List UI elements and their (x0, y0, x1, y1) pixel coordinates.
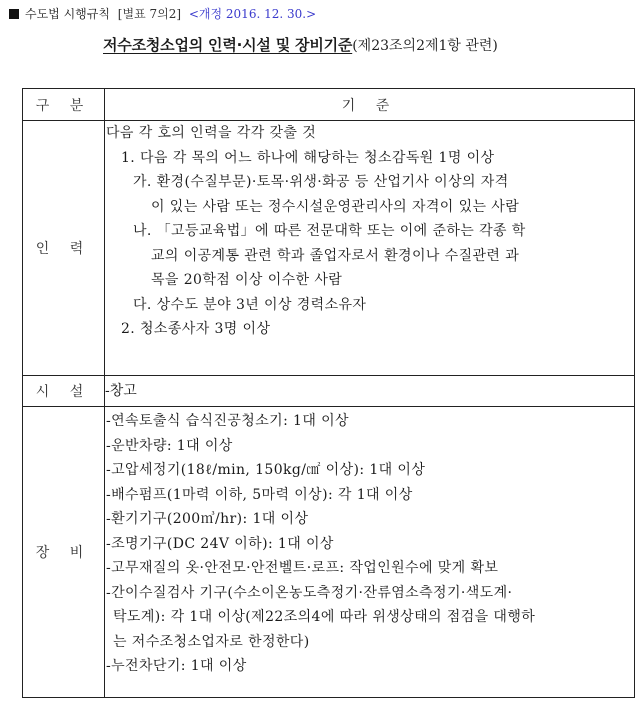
facilities-criteria: -창고 (105, 376, 635, 407)
equipment-item-cont: 는 저수조청소업자로 한정한다) (113, 633, 310, 650)
equipment-item-cont: 탁도계): 각 1대 이상(제22조의4에 따라 위생상태의 점검을 대행하 (113, 609, 536, 625)
personnel-subitem-na-cont-1: 교의 이공계통 관련 학과 졸업자로서 환경이나 수질관련 과 (151, 247, 520, 264)
row-label-equipment: 장 비 (23, 407, 105, 698)
document-title (103, 34, 498, 56)
table-row-facilities (23, 376, 635, 407)
title-related-article: (제23조의2제1항 관련) (352, 38, 498, 54)
amendment-date: <개정 2016. 12. 30.> (188, 7, 317, 21)
black-square-icon (9, 9, 19, 19)
personnel-intro: 다음 각 호의 인력을 각각 갖출 것 (106, 125, 317, 141)
equipment-item: -고무재질의 옷·안전모·안전벨트·로프: 작업인원수에 맞게 확보 (106, 560, 499, 576)
personnel-subitem-ga: 가. 환경(수질부문)·토목·위생·화공 등 산업기사 이상의 자격 (133, 174, 509, 190)
personnel-subitem-na-cont-2: 목을 20학점 이상 이수한 사람 (151, 272, 343, 288)
equipment-item: -배수펌프(1마력 이하, 5마력 이상): 각 1대 이상 (106, 486, 413, 503)
document-header (9, 5, 316, 23)
equipment-item: -간이수질검사 기구(수소이온농도측정기·잔류염소측정기·색도계· (106, 584, 513, 601)
standards-table (22, 88, 635, 698)
table-row-personnel (23, 121, 635, 376)
personnel-item-1: 1. 다음 각 목의 어느 하나에 해당하는 청소감독원 1명 이상 (121, 149, 495, 166)
equipment-criteria (105, 407, 635, 698)
row-label-facilities: 시 설 (23, 376, 105, 407)
equipment-item: -운반차량: 1대 이상 (106, 437, 233, 454)
column-header-category: 구 분 (23, 89, 105, 121)
personnel-item-2: 2. 청소종사자 3명 이상 (121, 321, 271, 337)
annex-number: [별표 7의2] (117, 7, 182, 21)
title-main: 저수조청소업의 인력·시설 및 장비기준 (103, 36, 353, 54)
table-header-row (23, 89, 635, 121)
personnel-subitem-da: 다. 상수도 분야 3년 이상 경력소유자 (133, 296, 367, 313)
personnel-subitem-ga-cont: 이 있는 사람 또는 정수시설운영관리사의 자격이 있는 사람 (151, 198, 520, 215)
equipment-item: -연속토출식 습식진공청소기: 1대 이상 (106, 413, 349, 429)
personnel-criteria (105, 121, 635, 376)
equipment-item: -조명기구(DC 24V 이하): 1대 이상 (106, 535, 334, 552)
equipment-item: -누전차단기: 1대 이상 (106, 658, 247, 674)
table-row-equipment (23, 407, 635, 698)
equipment-item: -고압세정기(18ℓ/min, 150kg/㎠ 이상): 1대 이상 (106, 462, 426, 478)
column-header-standard: 기 준 (105, 89, 635, 121)
personnel-subitem-na: 나. 「고등교육법」에 따른 전문대학 또는 이에 준하는 각종 학 (133, 223, 526, 239)
equipment-item: -환기기구(200㎥/hr): 1대 이상 (106, 511, 309, 527)
row-label-personnel: 인 력 (23, 121, 105, 376)
law-name: 수도법 시행규칙 (25, 7, 110, 21)
